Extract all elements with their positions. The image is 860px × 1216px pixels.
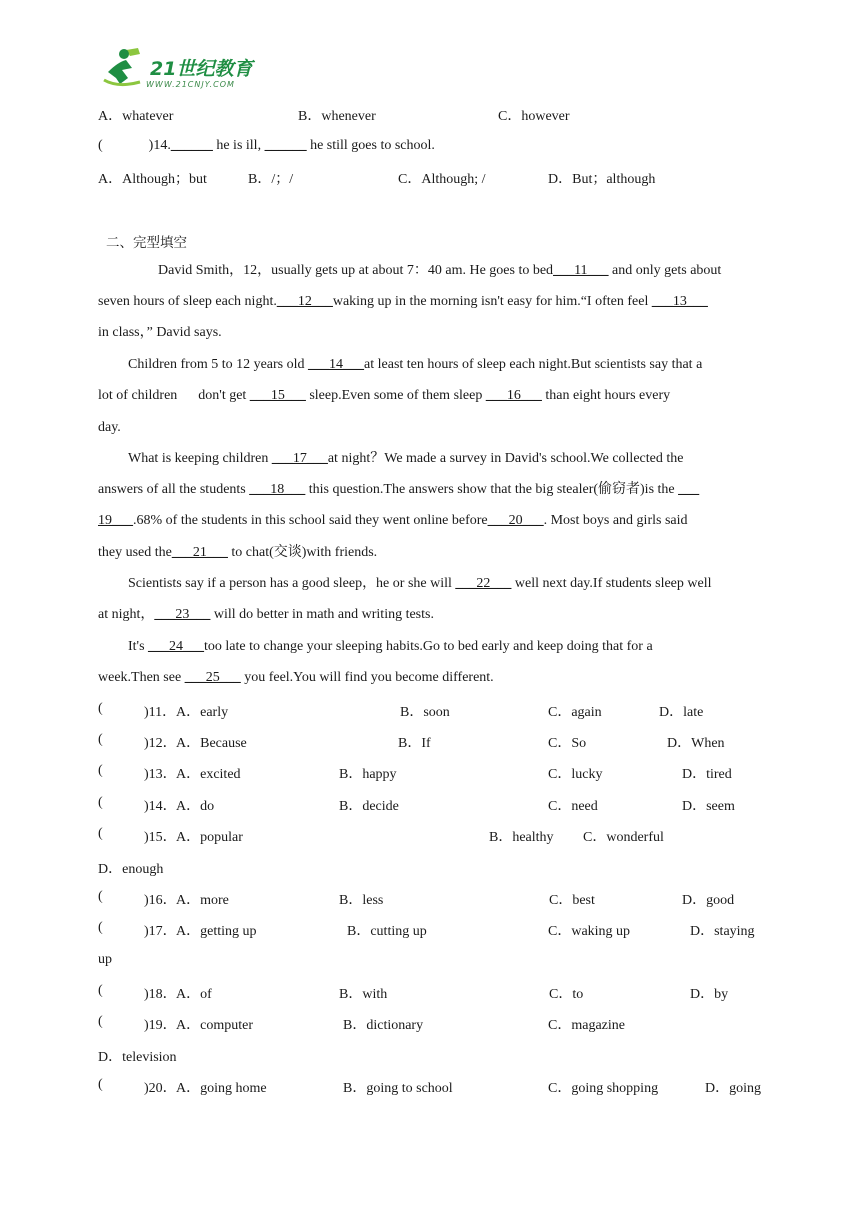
prev-option-a: A．whatever [98,109,174,124]
option-b: B．cutting up [347,924,427,939]
stem-text: he is ill, [212,138,265,153]
blank-21: ___21___ [171,545,228,560]
passage-text: at night， [98,607,155,622]
passage-line [98,293,708,311]
passage-text: at night？We made a survey in David's school.We collected the [327,451,684,466]
passage-line [128,450,683,468]
question-number: )14. [148,138,171,153]
blank-17: ___17___ [271,451,328,466]
option-a: A．do [176,799,215,814]
passage-line [128,575,712,593]
option-b: B．decide [339,799,399,814]
option-d: D．late [659,705,704,720]
answer-paren: ( [98,983,103,998]
passage-line [158,262,721,280]
question-number: )17． [144,924,177,939]
option-a: A．going home [176,1081,267,1096]
passage-text: and only gets about [608,263,722,278]
blank-13: ___13___ [651,294,708,309]
option-d: D．enough [98,862,164,877]
blank-19: 19___ [98,513,133,528]
passage-text: you feel.You will find you become different. [240,670,494,685]
passage-line [98,387,670,405]
stem-text: he still goes to school. [306,138,435,153]
blank-12: ___12___ [276,294,333,309]
blank-18: ___18___ [249,482,306,497]
option-d: D．staying [690,924,755,939]
answer-paren: ( [98,732,103,747]
blank-14: ___14___ [308,357,365,372]
passage-text: will do better in math and writing tests. [210,607,434,622]
option-a: A．getting up [176,924,257,939]
blank-25: ___25___ [184,670,241,685]
passage-text: to chat(交谈)with friends. [227,545,378,560]
option-d: D．going [705,1081,761,1096]
q14-option-d: D．But；although [548,172,656,187]
answer-paren: ( [98,763,103,778]
option-d-wrap: up [98,952,112,967]
question-number: )20． [144,1081,177,1096]
option-a: A．Because [176,736,247,751]
blank: ______ [264,138,307,153]
passage-text: this question.The answers show that the big stealer(偷窃者)is the [305,482,679,497]
option-c: C．wonderful [583,830,664,845]
blank-22: ___22___ [455,576,512,591]
option-b: B．going to school [343,1081,453,1096]
passage-text: Children from 5 to 12 years old [128,357,309,372]
question-number: )18． [144,987,177,1002]
passage-text: waking up in the morning isn't easy for him.“I often feel [332,294,652,309]
question-number: )12． [144,736,177,751]
question-number: )11． [144,705,177,720]
option-d: D．television [98,1050,177,1065]
option-a: A．excited [176,767,241,782]
passage-line [98,481,699,499]
option-b: B．dictionary [343,1018,424,1033]
option-a: A．popular [176,830,243,845]
logo-url: WWW.21CNJY.COM [146,80,235,89]
passage-text: they used the [98,545,172,560]
passage-text: at least ten hours of sleep each night.But scientists say that a [364,357,703,372]
option-c: C．again [548,705,602,720]
answer-paren: ( [98,1077,103,1092]
passage-text: . Most boys and girls said [543,513,688,528]
option-a: A．early [176,705,229,720]
blank-23: ___23___ [154,607,211,622]
option-b: B．soon [400,705,450,720]
option-d: D．tired [682,767,732,782]
question-number: )15． [144,830,177,845]
answer-paren: ( [98,1014,103,1029]
logo-text: 21世纪教育 [150,58,253,80]
passage-text: answers of all the students [98,482,250,497]
q14-option-b: B．/；/ [248,172,294,187]
option-d: D．by [690,987,729,1002]
question-number: )14． [144,799,177,814]
option-c: C．lucky [548,767,603,782]
blank-16: ___16___ [485,388,542,403]
q14-option-c: C．Although; / [398,172,486,187]
passage-text: week.Then see [98,670,185,685]
passage-text: sleep.Even some of them sleep [305,388,486,403]
passage-text: .68% of the students in this school said they went online before [133,513,488,528]
runner-icon [100,44,152,92]
passage-line [98,544,377,562]
blank-19-start: ___ [678,482,700,497]
question-14-stem [98,137,435,155]
answer-paren: ( [98,701,103,716]
option-c: C．waking up [548,924,631,939]
section-title: 二、完型填空 [106,235,187,251]
blank-11: ___11___ [553,263,609,278]
passage-text: seven hours of sleep each night. [98,294,277,309]
option-d: D．When [667,736,725,751]
option-a: A．of [176,987,212,1002]
passage-line [98,324,222,342]
prev-option-c: C．however [498,109,570,124]
option-d: D．seem [682,799,735,814]
passage-text: Scientists say if a person has a good sleep，he or she will [128,576,456,591]
passage-text: well next day.If students sleep well [511,576,712,591]
option-a: A．more [176,893,229,908]
option-b: B．less [339,893,384,908]
passage-text: It's [128,639,149,654]
option-c: C．going shopping [548,1081,659,1096]
passage-line [128,356,702,374]
question-number: )13． [144,767,177,782]
option-c: C．best [549,893,595,908]
option-b: B．If [398,736,431,751]
prev-option-b: B．whenever [298,109,376,124]
answer-paren: ( [98,826,103,841]
passage-text: than eight hours every [541,388,671,403]
passage-text: in class，” David says. [98,325,222,340]
blank-20: ___20___ [487,513,544,528]
passage-text: lot of children don't get [98,388,250,403]
q14-option-a: A．Although；but [98,172,207,187]
passage-line [128,638,653,656]
blank-15: ___15___ [249,388,306,403]
option-a: A．computer [176,1018,253,1033]
blank: ______ [170,138,213,153]
passage-text: day. [98,420,121,435]
blank-24: ___24___ [148,639,205,654]
passage-text: David Smith，12，usually gets up at about 7：40 am. He goes to bed [158,263,554,278]
passage-line [98,419,121,437]
option-d: D．good [682,893,735,908]
answer-paren: ( [98,795,103,810]
option-b: B．with [339,987,388,1002]
passage-line [98,669,494,687]
question-number: )16． [144,893,177,908]
question-number: )19． [144,1018,177,1033]
site-logo [100,44,270,94]
answer-paren: ( [98,889,103,904]
answer-paren: ( [98,920,103,935]
answer-paren-open: ( [98,138,103,153]
option-c: C．magazine [548,1018,625,1033]
option-c: C．So [548,736,587,751]
passage-line [98,512,688,530]
option-b: B．happy [339,767,397,782]
passage-text: too late to change your sleeping habits.Go to bed early and keep doing that for a [204,639,653,654]
option-c: C．to [549,987,584,1002]
passage-text: What is keeping children [128,451,272,466]
option-c: C．need [548,799,598,814]
option-b: B．healthy [489,830,554,845]
passage-line [98,606,434,624]
